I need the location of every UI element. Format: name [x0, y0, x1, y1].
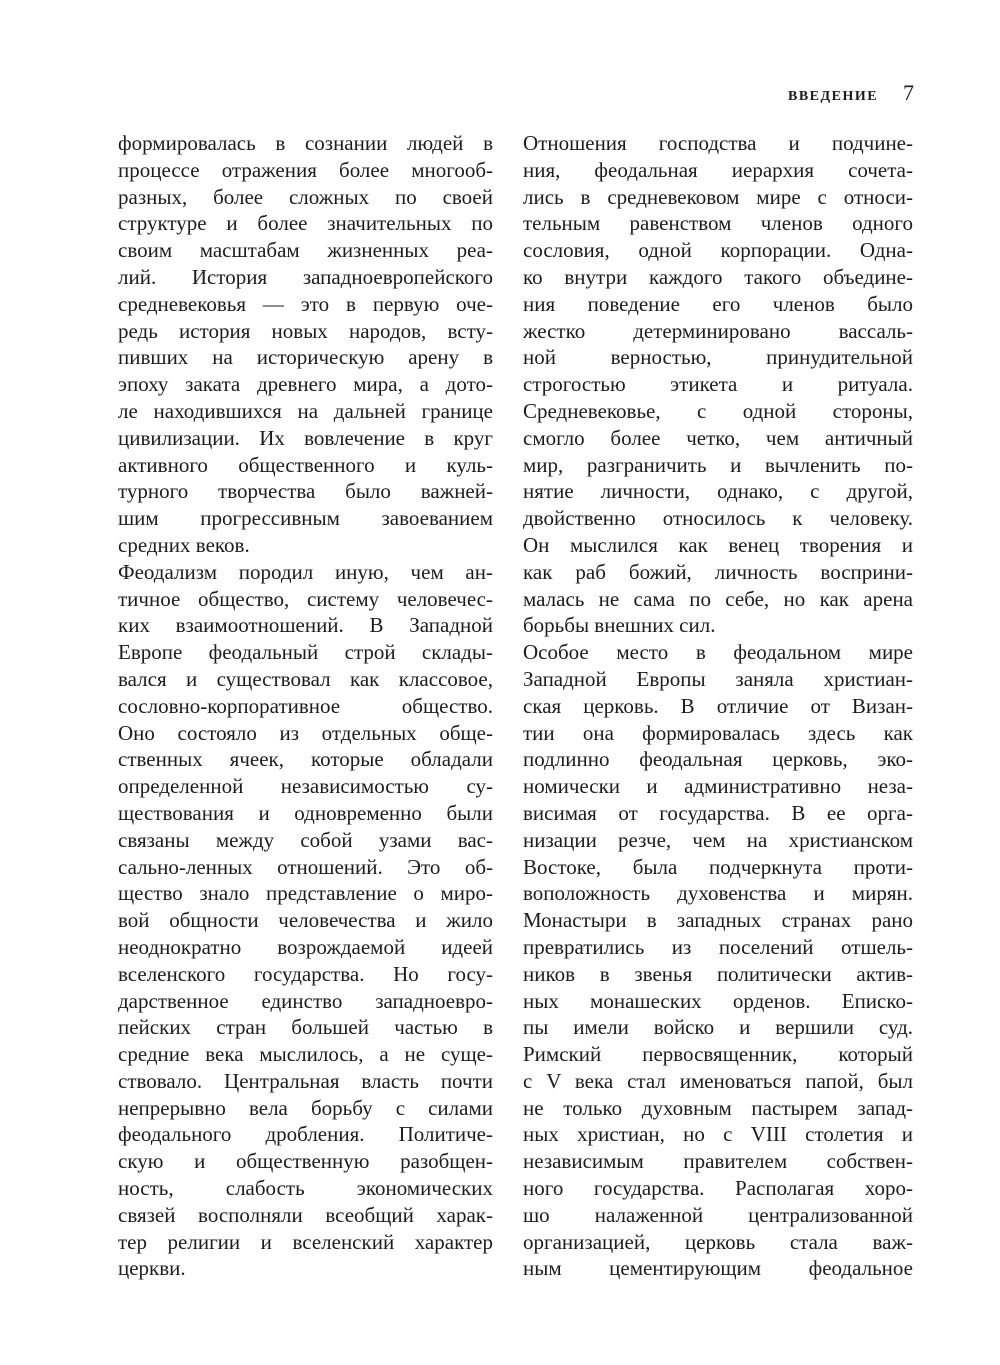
text-line: лий. История западноевропейского	[118, 264, 493, 289]
text-line: Он мыслился как венец творения и	[523, 532, 913, 557]
text-line: ществования и одновременно были	[118, 800, 493, 825]
text-line: ствовало. Центральная власть почти	[118, 1068, 493, 1093]
text-line: турного творчества было важней-	[118, 479, 493, 504]
text-line: шо налаженной централизованной	[523, 1202, 913, 1227]
text-line: ственных ячеек, которые обладали	[118, 747, 493, 772]
text-line: ко внутри каждого такого объедине-	[523, 264, 913, 289]
running-header	[788, 80, 914, 106]
text-line: Оно состояло из отдельных обще-	[118, 720, 493, 745]
text-line: независимым правителем собствен-	[523, 1149, 913, 1174]
text-line: связаны между собой узами вас-	[118, 827, 493, 852]
text-line: феодального дробления. Политиче-	[118, 1122, 493, 1147]
text-line: ких взаимоотношений. В Западной	[118, 613, 493, 638]
text-line: Западной Европы заняла христиан-	[523, 666, 913, 691]
text-line: связей восполняли всеобщий харак-	[118, 1202, 493, 1227]
left-column	[118, 130, 493, 1282]
text-line: Востоке, была подчеркнута проти-	[523, 854, 913, 879]
text-line: шим прогрессивным завоеванием	[118, 506, 493, 531]
text-line: вой общности человечества и жило	[118, 908, 493, 933]
text-line: нятие личности, однако, с другой,	[523, 479, 913, 504]
text-line: малась не сама по себе, но как арена	[523, 586, 913, 611]
text-line: воположность духовенства и мирян.	[523, 881, 913, 906]
text-line: разных, более сложных по своей	[118, 184, 493, 209]
text-line: двойственно относилось к человеку.	[523, 506, 913, 531]
text-line: Средневековье, с одной стороны,	[523, 398, 913, 423]
text-line: лись в средневековом мире с относи-	[523, 184, 913, 209]
text-line: низации резче, чем на христианском	[523, 827, 913, 852]
text-line: процессе отражения более многооб-	[118, 157, 493, 182]
text-line: ных христиан, но с VIII столетия и	[523, 1122, 913, 1147]
text-line: эпоху заката древнего мира, а дото-	[118, 372, 493, 397]
text-line: цивилизации. Их вовлечение в круг	[118, 425, 493, 450]
text-line: пы имели войско и вершили суд.	[523, 1015, 913, 1040]
text-line: скую и общественную разобщен-	[118, 1149, 493, 1174]
text-line: ников в звенья политически актив-	[523, 961, 913, 986]
text-line: подлинно феодальная церковь, эко-	[523, 747, 913, 772]
text-line: структуре и более значительных по	[118, 211, 493, 236]
text-line: ния поведение его членов было	[523, 291, 913, 316]
text-line: тичное общество, систему человечес-	[118, 586, 493, 611]
text-line: ного государства. Располагая хоро-	[523, 1176, 913, 1201]
text-line: Римский первосвященник, который	[523, 1042, 913, 1067]
text-line: ной верностью, принудительной	[523, 345, 913, 370]
text-line: определенной независимостью су-	[118, 774, 493, 799]
right-column	[523, 130, 913, 1282]
text-line: не только духовным пастырем запад-	[523, 1095, 913, 1120]
text-line: пивших на историческую арену в	[118, 345, 493, 370]
text-line: редь история новых народов, всту-	[118, 318, 493, 343]
text-line: средних веков.	[118, 532, 250, 557]
text-line: ным цементирующим феодальное	[523, 1256, 913, 1281]
text-line: ле находившихся на дальней границе	[118, 398, 493, 423]
text-line: ных монашеских орденов. Еписко-	[523, 988, 913, 1013]
text-line: тер религии и вселенский характер	[118, 1229, 493, 1254]
text-line: организацией, церковь стала важ-	[523, 1229, 913, 1254]
text-line: мир, разграничить и вычленить по-	[523, 452, 913, 477]
text-line: Особое место в феодальном мире	[523, 640, 913, 665]
text-line: ния, феодальная иерархия сочета-	[523, 157, 913, 182]
text-line: средневековья — это в первую оче-	[118, 291, 493, 316]
text-line: сально-ленных отношений. Это об-	[118, 854, 493, 879]
text-line: неоднократно возрождаемой идеей	[118, 934, 493, 959]
text-line: вался и существовал как классовое,	[118, 666, 493, 691]
text-line: пейских стран большей частью в	[118, 1015, 493, 1040]
text-line: смогло более четко, чем античный	[523, 425, 913, 450]
section-title: ВВЕДЕНИЕ	[788, 89, 879, 104]
text-line: ская церковь. В отличие от Визан-	[523, 693, 913, 718]
text-line: сословия, одной корпорации. Одна-	[523, 238, 913, 263]
text-line: висимая от государства. В ее орга-	[523, 800, 913, 825]
text-line: превратились из поселений отшель-	[523, 934, 913, 959]
text-line: борьбы внешних сил.	[523, 613, 716, 638]
text-line: с V века стал именоваться папой, был	[523, 1068, 913, 1093]
text-line: ность, слабость экономических	[118, 1176, 493, 1201]
text-line: тельным равенством членов одного	[523, 211, 913, 236]
text-line: как раб божий, личность восприни-	[523, 559, 913, 584]
text-line: Европе феодальный строй склады-	[118, 640, 493, 665]
text-line: строгостью этикета и ритуала.	[523, 372, 913, 397]
text-line: церкви.	[118, 1256, 186, 1281]
text-line: формировалась в сознании людей в	[118, 131, 493, 155]
text-line: средние века мыслилось, а не суще-	[118, 1042, 493, 1067]
text-line: Феодализм породил иную, чем ан-	[118, 559, 493, 584]
text-line: своим масштабам жизненных реа-	[118, 238, 493, 263]
text-line: вселенского государства. Но госу-	[118, 961, 493, 986]
text-line: номически и административно неза-	[523, 774, 913, 799]
text-line: жестко детерминировано вассаль-	[523, 318, 913, 343]
text-line: непрерывно вела борьбу с силами	[118, 1095, 493, 1120]
text-line: дарственное единство западноевро-	[118, 988, 493, 1013]
text-line: тии она формировалась здесь как	[523, 720, 913, 745]
text-line: щество знало представление о миро-	[118, 881, 493, 906]
text-line: сословно-корпоративное общество.	[118, 693, 493, 718]
text-line: активного общественного и куль-	[118, 452, 493, 477]
text-line: Отношения господства и подчине-	[523, 131, 913, 155]
text-line: Монастыри в западных странах рано	[523, 908, 913, 933]
page-number: 7	[903, 80, 914, 105]
